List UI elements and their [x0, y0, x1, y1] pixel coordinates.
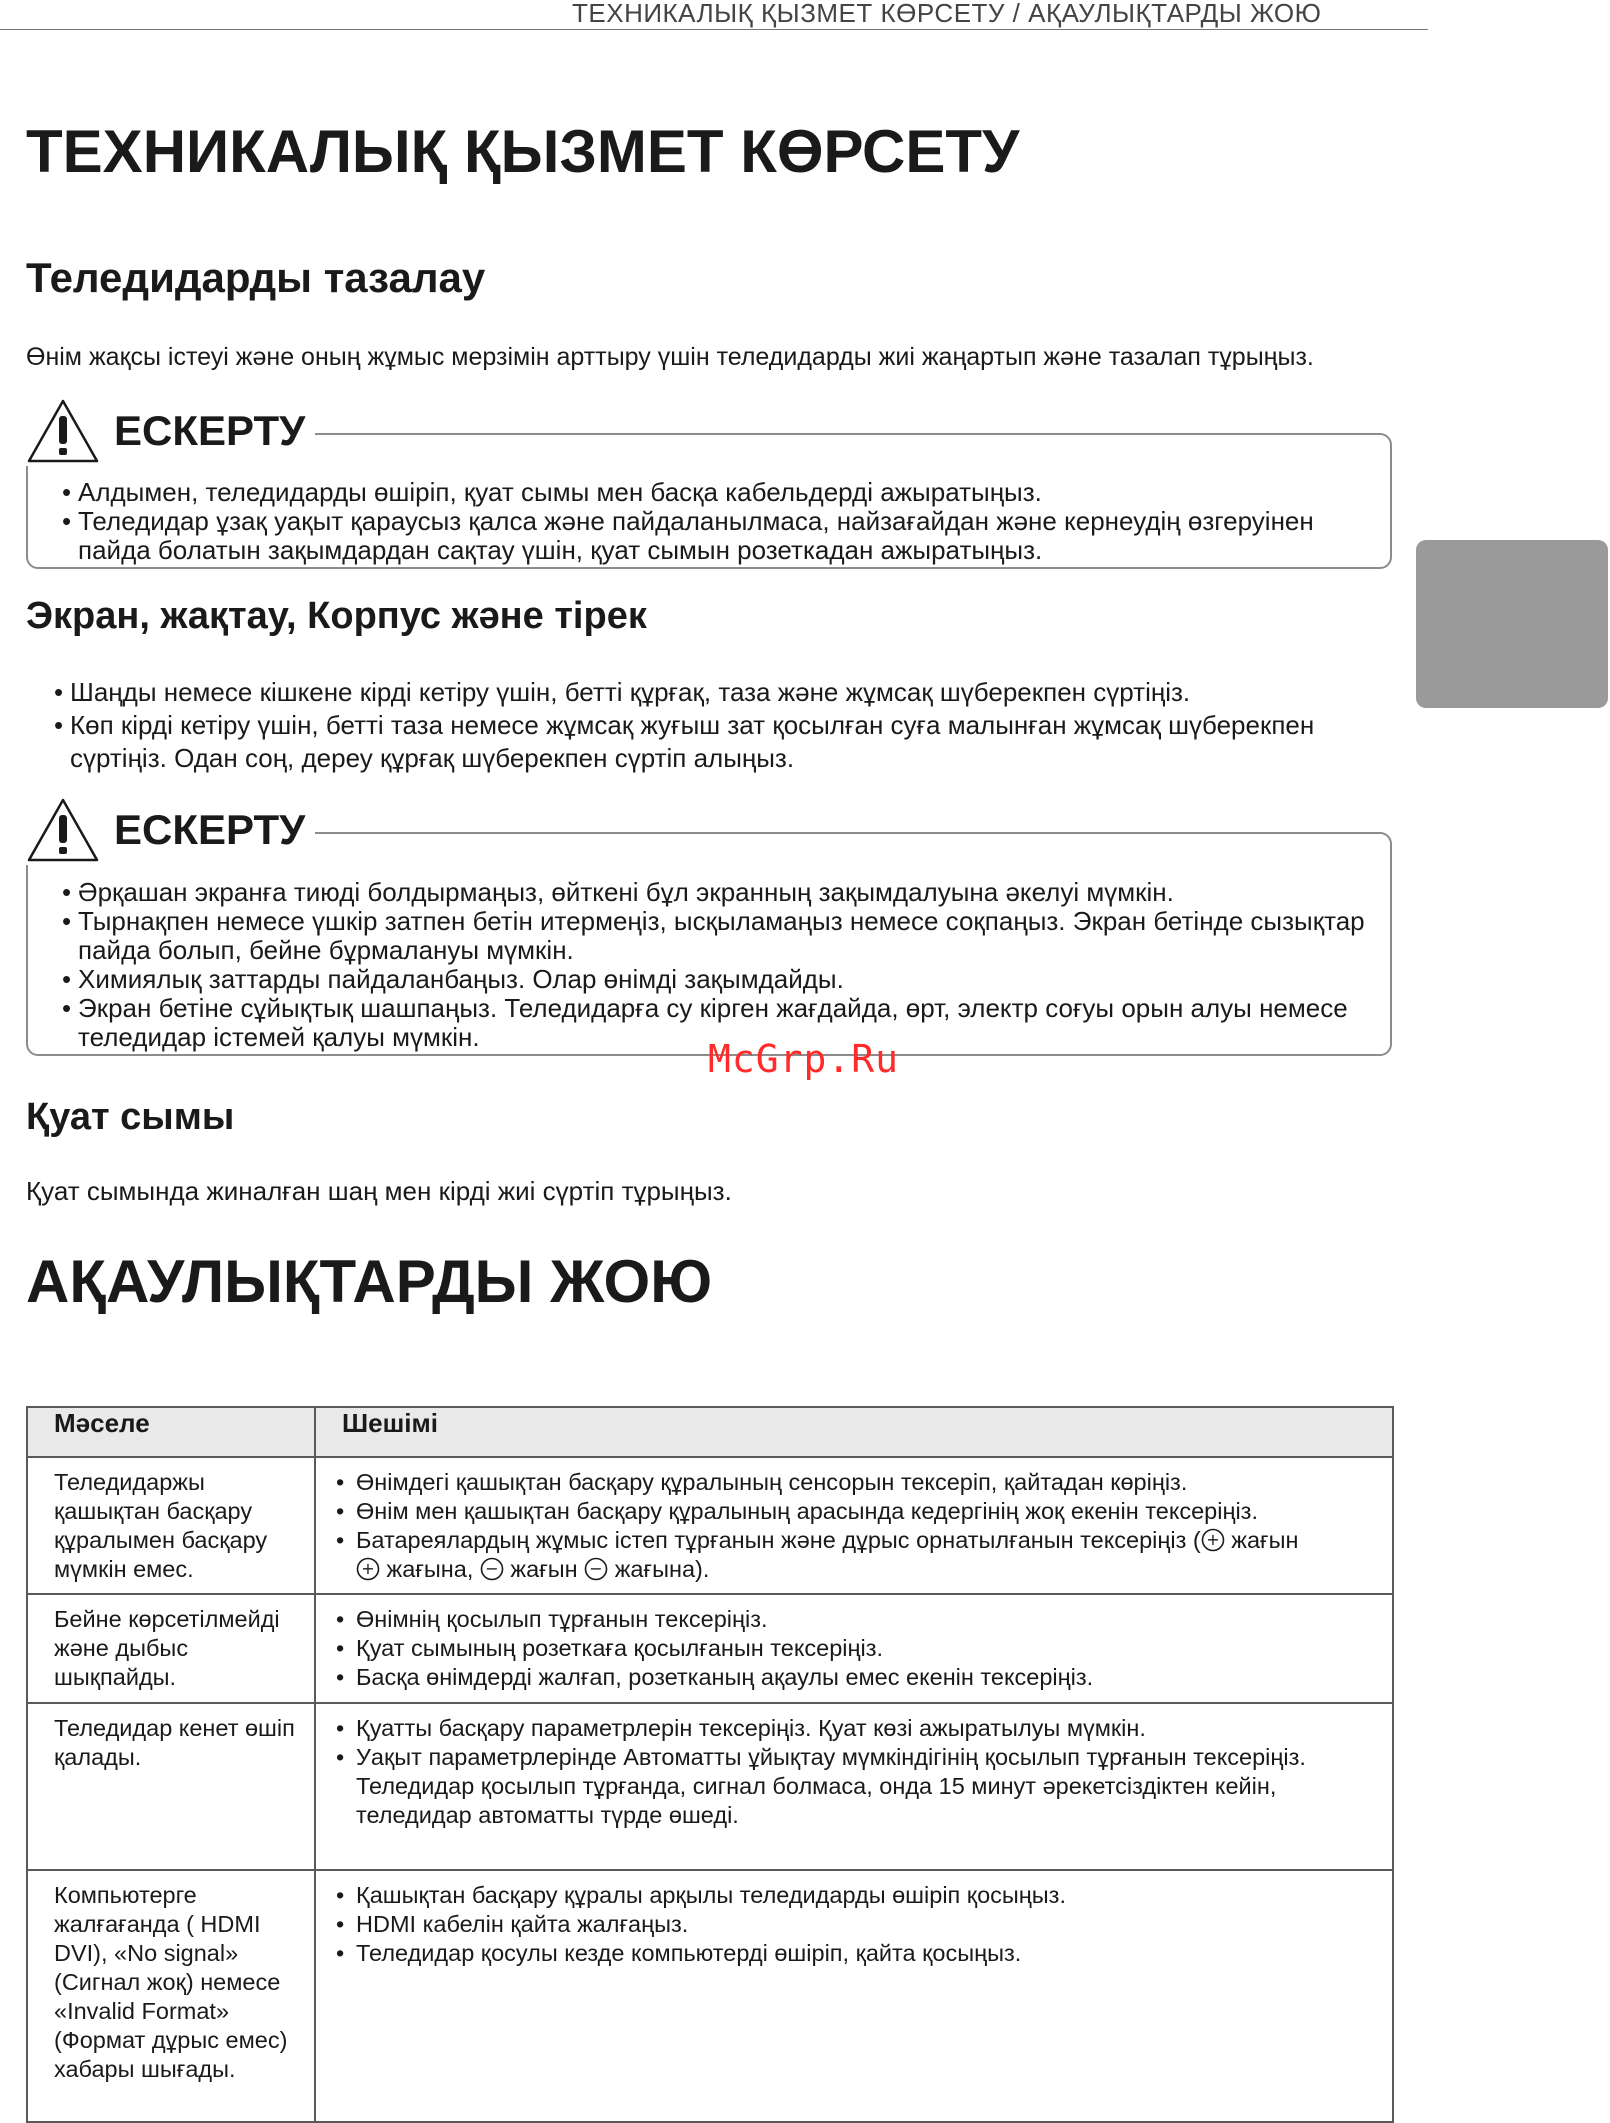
minus-symbol: −	[485, 1559, 499, 1578]
table-row	[27, 1594, 1393, 1703]
running-header: ТЕХНИКАЛЫҚ ҚЫЗМЕТ КӨРСЕТУ / АҚАУЛЫҚТАРДЫ ЖОЮ	[572, 0, 1322, 28]
plus-circle-icon	[1201, 1528, 1225, 1552]
plus-symbol: +	[1206, 1530, 1220, 1549]
screen-care-item: • Шаңды немесе кішкене кірді кетіру үшін, бетті құрғақ, таза және жұмсақ шүберекпен сүртіңіз.	[54, 676, 1344, 709]
battery-text: жағын	[1224, 1527, 1299, 1553]
caution-item: • Тырнақпен немесе үшкір затпен бетін итермеңіз, ысқыламаңыз немесе соқпаңыз. Экран бетінде сызықтар пайда болып, бейне бұрмалануы мүмкін.	[62, 907, 1382, 965]
solution-cell	[315, 1703, 1393, 1870]
cleaning-heading: Теледидарды тазалау	[26, 254, 486, 301]
power-cord-text: Қуат сымында жиналған шаң мен кірді жиі сүртіп тұрыңыз.	[26, 1176, 732, 1206]
problem-cell: Теледидар кенет өшіп қалады.	[27, 1703, 315, 1870]
table-header-row	[27, 1407, 1393, 1457]
warning-triangle-icon	[26, 797, 100, 863]
battery-text: жағын	[503, 1556, 585, 1582]
caution-title-1: ЕСКЕРТУ	[114, 407, 306, 454]
solution-item: • Өнім мен қашықтан басқару құралының арасында кедергінің жоқ екенін тексеріңіз.	[336, 1497, 1382, 1526]
solution-item-battery	[336, 1526, 1382, 1584]
caution-item: • Әрқашан экранға тиюді болдырмаңыз, өйткені бұл экранның зақымдалуына әкелуі мүмкін.	[62, 878, 1382, 907]
table-row	[27, 1703, 1393, 1870]
caution-list-2	[62, 878, 1382, 1052]
caution-item: • Химиялық заттарды пайдаланбаңыз. Олар өнімді зақымдайды.	[62, 965, 1382, 994]
cleaning-intro: Өнім жақсы істеуі және оның жұмыс мерзімін арттыру үшін теледидарды жиі жаңартып және тазалап тұрыңыз.	[26, 343, 1314, 371]
solution-item: • Өнімдегі қашықтан басқару құралының сенсорын тексеріп, қайтадан көріңіз.	[336, 1468, 1382, 1497]
power-cord-heading: Қуат сымы	[26, 1096, 235, 1138]
solution-item: • Теледидар қосулы кезде компьютерді өшіріп, қайта қосыңыз.	[336, 1939, 1382, 1968]
plus-symbol: +	[361, 1559, 375, 1578]
solution-cell	[315, 1457, 1393, 1594]
screen-heading: Экран, жақтау, Корпус және тірек	[26, 595, 647, 637]
caution-list-1	[62, 478, 1382, 565]
column-header-solution: Шешімі	[315, 1407, 1393, 1457]
solution-item: • HDMI кабелін қайта жалғаңыз.	[336, 1910, 1382, 1939]
solution-item: • Қуатты басқару параметрлерін тексеріңіз. Қуат көзі ажыратылуы мүмкін.	[336, 1714, 1382, 1743]
solution-item: • Қуат сымының розеткаға қосылғанын тексеріңіз.	[336, 1634, 1382, 1663]
caution-header-2	[26, 795, 315, 865]
minus-symbol: −	[589, 1559, 603, 1578]
column-header-problem: Мәселе	[27, 1407, 315, 1457]
solution-item: • Өнімнің қосылып тұрғанын тексеріңіз.	[336, 1605, 1382, 1634]
caution-header-1	[26, 396, 315, 466]
header-rule	[0, 29, 1428, 30]
minus-circle-icon	[584, 1557, 608, 1581]
table-row	[27, 1457, 1393, 1594]
caution-title-2: ЕСКЕРТУ	[114, 806, 306, 853]
battery-text: жағына,	[380, 1556, 480, 1582]
solution-item: • Басқа өнімдерді жалғап, розетканың ақаулы емес екенін тексеріңіз.	[336, 1663, 1382, 1692]
battery-text: жағына).	[608, 1556, 710, 1582]
problem-cell: Бейне көрсетілмейді және дыбыс шықпайды.	[27, 1594, 315, 1703]
table-row	[27, 1870, 1393, 2122]
problem-cell: Теледидаржы қашықтан басқару құралымен басқару мүмкін емес.	[27, 1457, 315, 1594]
caution-item: • Алдымен, теледидарды өшіріп, қуат сымы мен басқа кабельдерді ажыратыңыз.	[62, 478, 1382, 507]
caution-item: • Теледидар ұзақ уақыт қараусыз қалса және пайдаланылмаса, найзағайдан және кернеудің өзгеруінен пайда болатын зақымдардан сақтау үшін, қуат сымын розеткадан ажыратыңыз.	[62, 507, 1382, 565]
problem-cell: Компьютерге жалғағанда ( HDMI DVI), «No signal» (Сигнал жоқ) немесе «Invalid Format» (Формат дұрыс емес) хабары шығады.	[27, 1870, 315, 2122]
warning-triangle-icon	[26, 398, 100, 464]
solution-item: • Қашықтан басқару құралы арқылы теледидарды өшіріп қосыңыз.	[336, 1881, 1382, 1910]
troubleshooting-title: АҚАУЛЫҚТАРДЫ ЖОЮ	[26, 1248, 713, 1315]
screen-care-list	[54, 676, 1344, 775]
solution-cell	[315, 1870, 1393, 2122]
plus-circle-icon	[356, 1557, 380, 1581]
watermark: McGrp.Ru	[708, 1037, 900, 1081]
solution-cell	[315, 1594, 1393, 1703]
troubleshooting-table	[26, 1406, 1394, 2123]
screen-care-item: • Көп кірді кетіру үшін, бетті таза немесе жұмсақ жуғыш зат қосылған суға малынған жұмсақ шүберекпен сүртіңіз. Одан соң, дереу құрғақ шүберекпен сүртіп алыңыз.	[54, 709, 1344, 775]
side-tab-marker	[1416, 540, 1608, 708]
maintenance-title: ТЕХНИКАЛЫҚ ҚЫЗМЕТ КӨРСЕТУ	[26, 118, 1020, 185]
solution-item: • Уақыт параметрлерінде Автоматты ұйықтау мүмкіндігінің қосылып тұрғанын тексеріңіз. Теледидар қосылып тұрғанда, сигнал болмаса, онда 15 минут әрекетсіздіктен кейін, теледидар автоматты түрде өшеді.	[336, 1743, 1382, 1830]
minus-circle-icon	[480, 1557, 504, 1581]
battery-text: Батареялардың жұмыс істеп тұрғанын және дұрыс орнатылғанын тексеріңіз (	[356, 1527, 1201, 1553]
caution-item: • Экран бетіне сұйықтық шашпаңыз. Теледидарға су кірген жағдайда, өрт, электр соғуы орын алуы немесе теледидар істемей қалуы мүмкін.	[62, 994, 1382, 1052]
